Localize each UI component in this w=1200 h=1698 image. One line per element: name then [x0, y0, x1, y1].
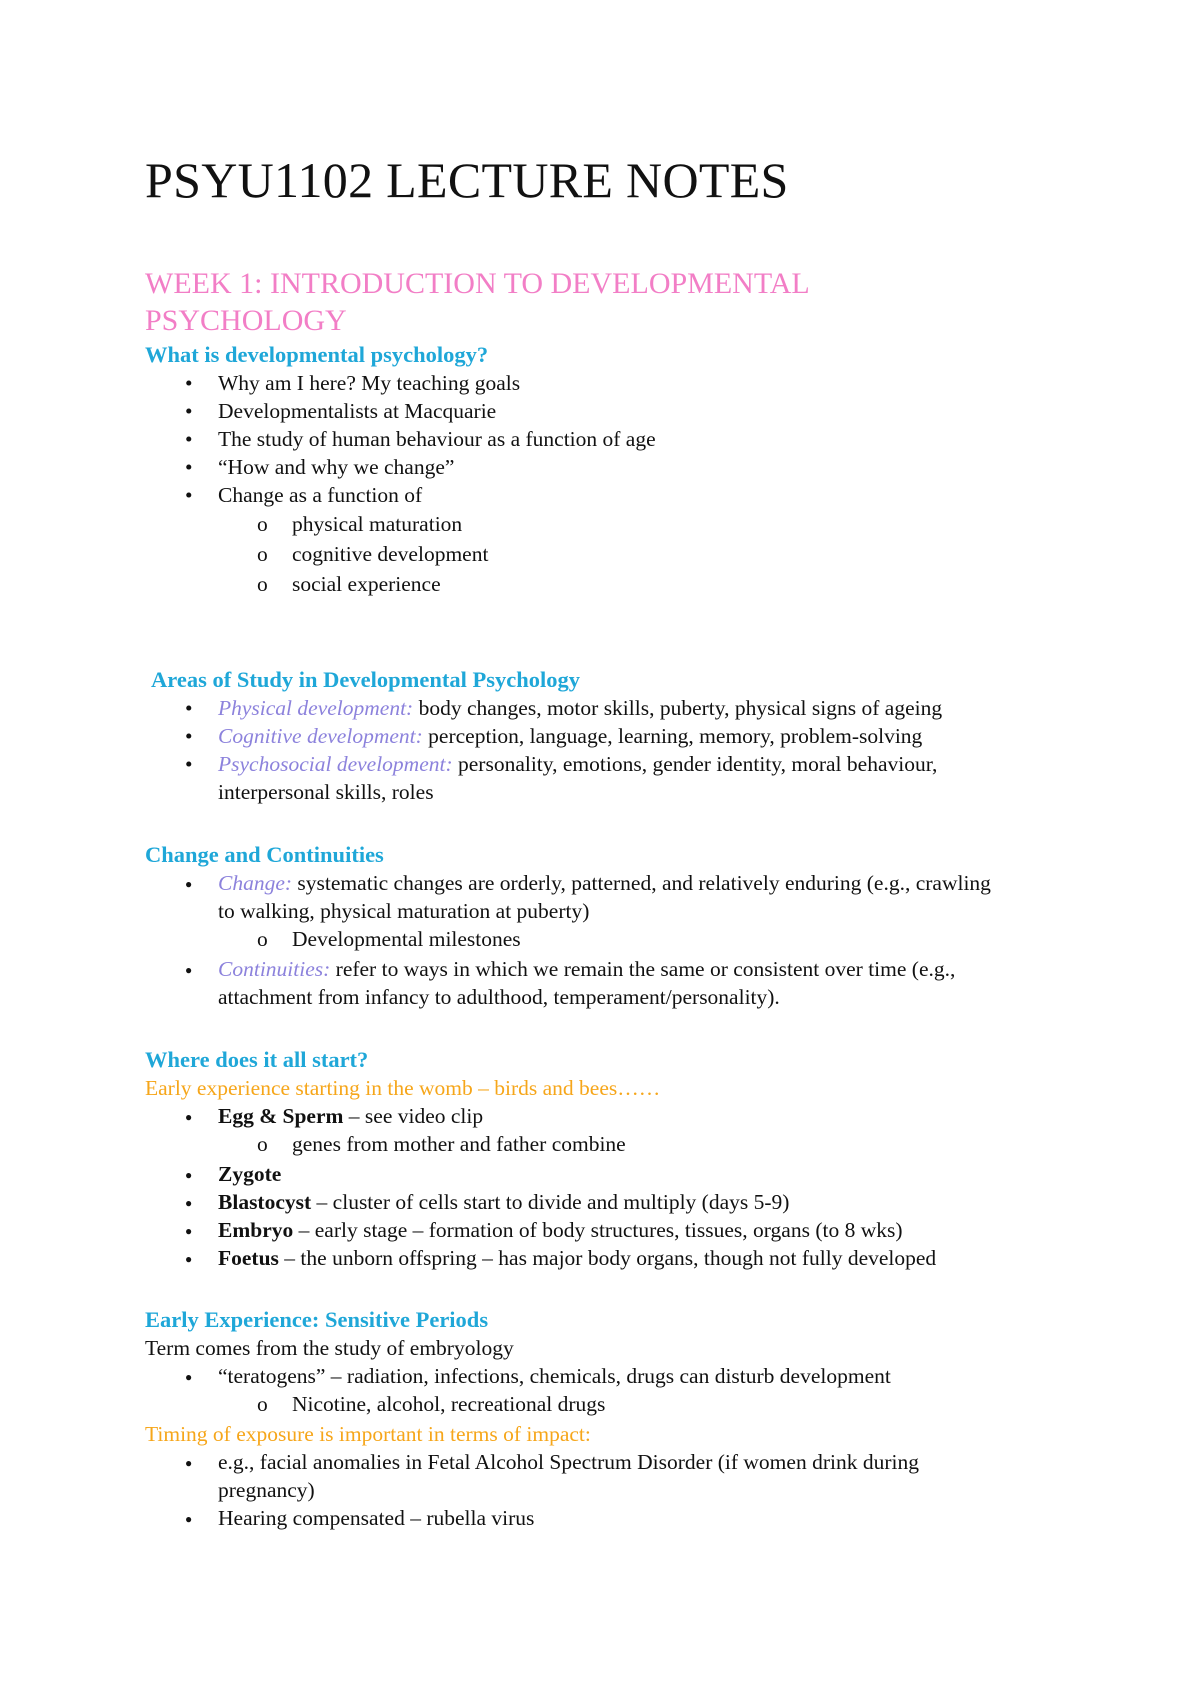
list-item: • Developmentalists at Macquarie	[145, 397, 1075, 425]
week-heading: WEEK 1: INTRODUCTION TO DEVELOPMENTAL PSYCHOLOGY	[145, 267, 809, 337]
list-item: • “How and why we change”	[145, 453, 1075, 481]
section-heading: Areas of Study in Developmental Psychology	[151, 667, 580, 692]
list-item: • The study of human behaviour as a function of age	[145, 425, 1075, 453]
section-intro: Term comes from the study of embryology	[145, 1336, 514, 1360]
list-item	[145, 694, 1075, 722]
bullet-list	[145, 1102, 1075, 1272]
bullet-list	[145, 1362, 1075, 1418]
sub-list-item: o cognitive development	[145, 539, 1075, 569]
list-item	[145, 1216, 1075, 1244]
section-heading: Where does it all start?	[145, 1047, 369, 1072]
item-term: Psychosocial development:	[218, 752, 453, 776]
item-text: – see video clip	[343, 1104, 484, 1128]
section-change-and-continuities	[145, 841, 1075, 1011]
document-title: PSYU1102 LECTURE NOTES	[145, 152, 789, 208]
section-sensitive-periods	[145, 1306, 1075, 1532]
item-text: personality, emotions, gender identity, moral behaviour, interpersonal skills, roles	[218, 752, 938, 804]
list-item: ● e.g., facial anomalies in Fetal Alcohol Spectrum Disorder (if women drink during pregnancy)	[145, 1448, 1018, 1504]
item-text: – cluster of cells start to divide and multiply (days 5-9)	[311, 1190, 790, 1214]
bullet-list	[145, 694, 1075, 806]
list-item	[145, 722, 1075, 750]
timing-note: Timing of exposure is important in terms of impact:	[145, 1422, 591, 1446]
item-text: body changes, motor skills, puberty, physical signs of ageing	[413, 696, 943, 720]
bullet-list	[145, 1448, 1075, 1532]
section-heading: Change and Continuities	[145, 842, 384, 867]
section-areas-of-study	[145, 666, 1075, 806]
item-term: Change:	[218, 871, 293, 895]
item-term: Embryo	[218, 1218, 294, 1242]
bullet-list	[145, 369, 1075, 599]
item-text: systematic changes are orderly, patterned, and relatively enduring (e.g., crawling to walking, physical maturation at puberty)	[218, 871, 991, 923]
sub-list-item: o physical maturation	[145, 509, 1075, 539]
item-text: refer to ways in which we remain the same or consistent over time (e.g., attachment from infancy to adulthood, temperament/personality).	[218, 957, 956, 1009]
item-term: Foetus	[218, 1246, 279, 1270]
bullet-list	[145, 869, 1075, 1011]
section-heading: What is developmental psychology?	[145, 342, 489, 367]
item-term: Egg & Sperm	[218, 1104, 344, 1128]
sub-list-item: o genes from mother and father combine	[145, 1130, 1075, 1158]
list-item	[145, 869, 1008, 925]
list-item	[145, 1188, 1075, 1216]
list-item: ● Hearing compensated – rubella virus	[145, 1504, 1075, 1532]
item-term: Physical development:	[218, 696, 414, 720]
sub-list-item: o Developmental milestones	[145, 925, 1075, 953]
item-text: – the unborn offspring – has major body organs, though not fully developed	[278, 1246, 937, 1270]
item-term: Blastocyst	[218, 1190, 312, 1214]
section-intro: Early experience starting in the womb – birds and bees……	[145, 1076, 661, 1100]
list-item: ● “teratogens” – radiation, infections, chemicals, drugs can disturb development	[145, 1362, 1075, 1390]
list-item	[145, 750, 1008, 806]
sub-list-item: o social experience	[145, 569, 1075, 599]
list-item: • Why am I here? My teaching goals	[145, 369, 1075, 397]
list-item: • Change as a function of	[145, 481, 1075, 509]
list-item	[145, 1244, 1075, 1272]
section-where-does-it-start	[145, 1046, 1075, 1272]
section-heading: Early Experience: Sensitive Periods	[145, 1307, 489, 1332]
sub-list-item: o Nicotine, alcohol, recreational drugs	[145, 1390, 1075, 1418]
item-text: perception, language, learning, memory, problem-solving	[422, 724, 923, 748]
list-item	[145, 1102, 1075, 1130]
section-what-is-developmental-psychology	[145, 341, 1075, 599]
item-term: Continuities:	[218, 957, 331, 981]
list-item	[145, 955, 1008, 1011]
item-text: – early stage – formation of body structures, tissues, organs (to 8 wks)	[293, 1218, 903, 1242]
item-term: Zygote	[218, 1162, 282, 1186]
list-item	[145, 1160, 1075, 1188]
item-term: Cognitive development:	[218, 724, 423, 748]
